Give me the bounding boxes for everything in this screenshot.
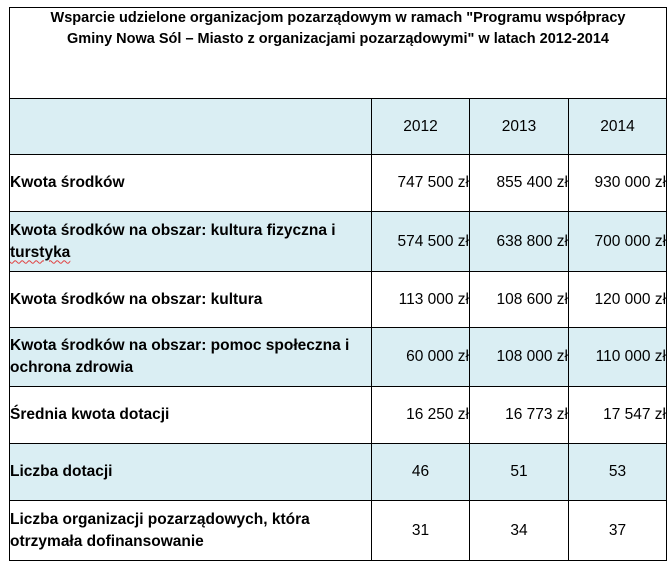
value-cell-2012: 16 250 zł bbox=[372, 387, 470, 444]
value-cell-2014: 110 000 zł bbox=[569, 328, 667, 387]
support-table-container bbox=[9, 7, 666, 561]
row-label-line-1: Kwota środków na obszar: kultura fizyczna i bbox=[10, 221, 336, 239]
value-cell-2013: 51 bbox=[470, 444, 569, 501]
value-cell-2014: 930 000 zł bbox=[569, 155, 667, 212]
value-cell-2014: 37 bbox=[569, 501, 667, 561]
value-cell-2012: 46 bbox=[372, 444, 470, 501]
header-empty-cell bbox=[10, 99, 372, 155]
table-row-org-count bbox=[10, 501, 667, 561]
year-header-2014: 2014 bbox=[569, 99, 667, 155]
value-cell-2014: 120 000 zł bbox=[569, 272, 667, 328]
year-header-row bbox=[10, 99, 667, 155]
row-label-line-1: Kwota środków na obszar: pomoc społeczna i bbox=[10, 337, 350, 354]
row-label bbox=[10, 155, 372, 212]
year-header-2013: 2013 bbox=[470, 99, 569, 155]
value-cell-2013: 16 773 zł bbox=[470, 387, 569, 444]
value-cell-2014: 17 547 zł bbox=[569, 387, 667, 444]
row-label-text: Kwota środków bbox=[10, 174, 125, 191]
row-label-line-2: turstyka bbox=[10, 243, 71, 261]
row-label-text: Liczba dotacji bbox=[10, 463, 113, 480]
row-label-line-2: otrzymała dofinansowanie bbox=[10, 532, 204, 550]
support-table bbox=[9, 7, 667, 561]
row-label-line-2: ochrona zdrowia bbox=[10, 359, 134, 376]
value-cell-2013: 638 800 zł bbox=[470, 212, 569, 272]
value-cell-2012: 574 500 zł bbox=[372, 212, 470, 272]
row-label bbox=[10, 444, 372, 501]
year-header-2012: 2012 bbox=[372, 99, 470, 155]
row-label bbox=[10, 328, 372, 387]
value-cell-2013: 108 600 zł bbox=[470, 272, 569, 328]
table-row-total-funds bbox=[10, 155, 667, 212]
table-row-grant-count bbox=[10, 444, 667, 501]
table-row-sport-tourism bbox=[10, 212, 667, 272]
value-cell-2012: 60 000 zł bbox=[372, 328, 470, 387]
value-cell-2012: 31 bbox=[372, 501, 470, 561]
title-row bbox=[10, 8, 667, 99]
table-row-culture bbox=[10, 272, 667, 328]
table-title-line-2: Gminy Nowa Sól – Miasto z organizacjami pozarządowymi" w latach 2012-2014 bbox=[67, 31, 609, 47]
value-cell-2013: 855 400 zł bbox=[470, 155, 569, 212]
value-cell-2012: 113 000 zł bbox=[372, 272, 470, 328]
row-label bbox=[10, 501, 372, 561]
table-title-line-1: Wsparcie udzielone organizacjom pozarządowym w ramach "Programu współpracy bbox=[50, 10, 626, 26]
value-cell-2013: 108 000 zł bbox=[470, 328, 569, 387]
value-cell-2012: 747 500 zł bbox=[372, 155, 470, 212]
row-label bbox=[10, 212, 372, 272]
value-cell-2013: 34 bbox=[470, 501, 569, 561]
value-cell-2014: 700 000 zł bbox=[569, 212, 667, 272]
row-label-line-1: Liczba organizacji pozarządowych, która bbox=[10, 510, 310, 528]
table-row-average-grant bbox=[10, 387, 667, 444]
value-cell-2014: 53 bbox=[569, 444, 667, 501]
table-title bbox=[10, 8, 667, 99]
row-label bbox=[10, 272, 372, 328]
row-label-text: Kwota środków na obszar: kultura bbox=[10, 290, 263, 308]
row-label-text: Średnia kwota dotacji bbox=[10, 406, 170, 423]
row-label bbox=[10, 387, 372, 444]
table-row-social-health bbox=[10, 328, 667, 387]
